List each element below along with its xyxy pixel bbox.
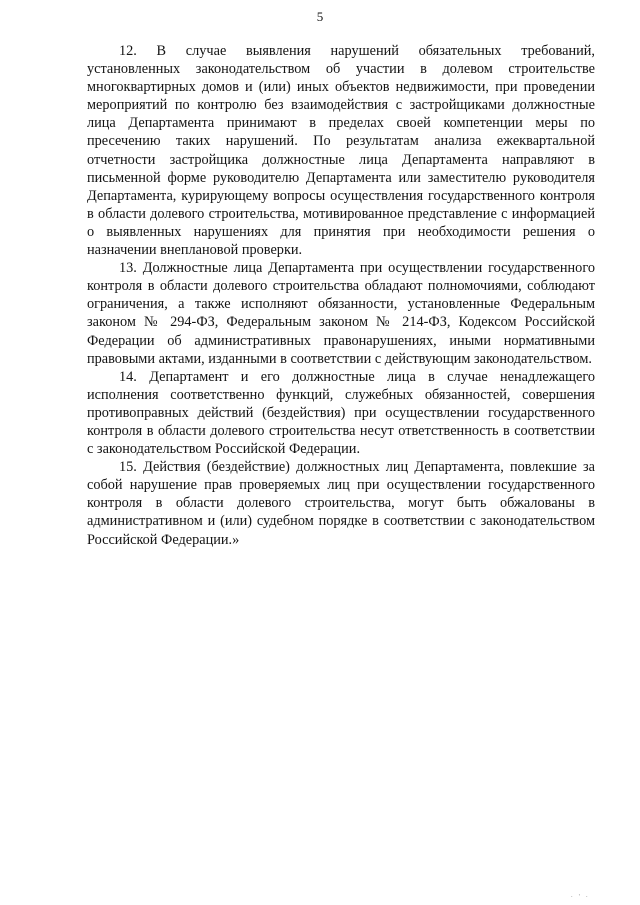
document-body bbox=[87, 42, 595, 549]
scan-corner-mark: · ' · bbox=[570, 893, 590, 901]
paragraph-14: 14. Департамент и его должностные лица в случае ненадлежащего исполнения соответственно функций, служебных обязанностей, совершения противоправных действий (бездействия) при осуществлении государственного контроля в области долевого строительства несут ответственность в соответствии с законодательством Российской Федерации. bbox=[87, 368, 595, 458]
paragraph-12: 12. В случае выявления нарушений обязательных требований, установленных законодательством об участии в долевом строительстве многоквартирных домов и (или) иных объектов недвижимости, при проведении мероприятий по контролю без взаимодействия с застройщиками должностные лица Департамента принимают в пределах своей компетенции меры по пресечению таких нарушений. По результатам анализа ежеквартальной отчетности застройщика должностные лица Департамента направляют в письменной форме руководителю Департамента или заместителю руководителя Департамента, курирующему вопросы осуществления государственного контроля в области долевого строительства, мотивированное представление с информацией о выявленных нарушениях для принятия при необходимости решения о назначении внеплановой проверки. bbox=[87, 43, 595, 259]
paragraph-13: 13. Должностные лица Департамента при осуществлении государственного контроля в области долевого строительства обладают полномочиями, соблюдают ограничения, а также исполняют обязанности, установленные Федеральным законом № 294-ФЗ, Федеральным законом № 214-ФЗ, Кодексом Российской Федерации об административных правонарушениях, иными нормативными правовыми актами, изданными в соответствии с действующим законодательством. bbox=[87, 260, 595, 367]
paragraph-15: 15. Действия (бездействие) должностных лиц Департамента, повлекшие за собой нарушение прав проверяемых лиц при осуществлении государственного контроля в области долевого строительства, могут быть обжалованы в административном и (или) судебном порядке в соответствии с законодательством Российской Федерации.» bbox=[87, 459, 595, 548]
page-number: 5 bbox=[316, 9, 324, 24]
